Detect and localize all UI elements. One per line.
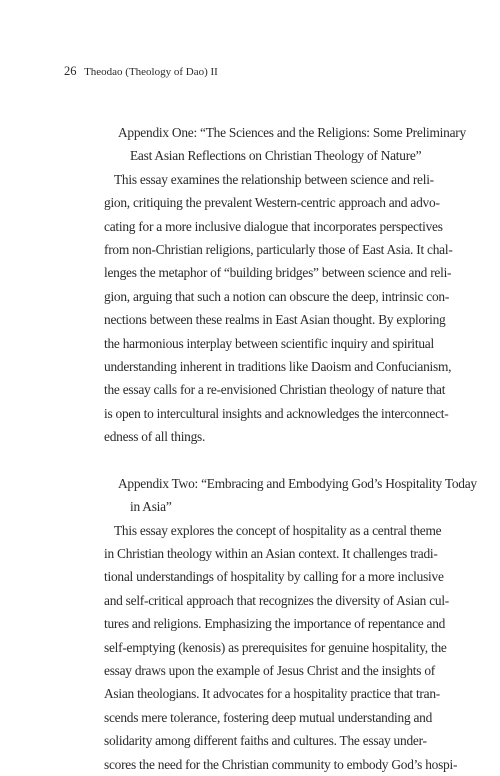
- book-title: Theodao (Theology of Dao) II: [84, 66, 218, 78]
- paragraph-line: scends mere tolerance, fostering deep mutual understanding and: [104, 709, 433, 725]
- paragraph-line: This essay explores the concept of hospitality as a central theme: [114, 522, 442, 538]
- paragraph-line: lenges the metaphor of “building bridges” between science and reli-: [104, 265, 452, 281]
- appendix-heading-line: Appendix Two: “Embracing and Embodying God’s Hospitality Today: [118, 475, 477, 491]
- paragraph-line: Asian theologians. It advocates for a hospitality practice that tran-: [104, 686, 440, 702]
- paragraph-line: tures and religions. Emphasizing the importance of repentance and: [104, 616, 446, 632]
- paragraph-line: tional understandings of hospitality by calling for a more inclusive: [104, 569, 444, 585]
- appendix-heading-line: Appendix One: “The Sciences and the Religions: Some Preliminary: [118, 125, 466, 140]
- appendix-heading-line: in Asia”: [130, 499, 172, 515]
- paragraph-line: solidarity among different faiths and cultures. The essay under-: [104, 733, 427, 749]
- paragraph-line: and self-critical approach that recognizes the diversity of Asian cul-: [104, 592, 450, 608]
- section-spacer: [104, 448, 416, 471]
- paragraph-line: from non-Christian religions, particularly those of East Asia. It chal-: [104, 241, 453, 257]
- appendix-two: [104, 472, 477, 776]
- paragraph-line: essay draws upon the example of Jesus Christ and the insights of: [104, 662, 435, 678]
- paragraph-line: self-emptying (kenosis) as prerequisites for genuine hospitality, the: [104, 639, 447, 655]
- paragraph-line: gion, arguing that such a notion can obscure the deep, intrinsic con-: [104, 288, 450, 304]
- paragraph-line: edness of all things.: [104, 429, 206, 445]
- paragraph-line: is open to intercultural insights and acknowledges the interconnect-: [104, 405, 449, 421]
- paragraph-line: gion, critiquing the prevalent Western-centric approach and advo-: [104, 195, 440, 211]
- appendix-heading-line: East Asian Reflections on Christian Theology of Nature”: [130, 148, 422, 164]
- paragraph-line: understanding inherent in traditions like Daoism and Confucianism,: [104, 358, 452, 374]
- page-content: [104, 121, 477, 776]
- paragraph-line: cating for a more inclusive dialogue that incorporates perspectives: [104, 218, 443, 234]
- appendix-one: [104, 121, 466, 448]
- paragraph-line: the harmonious interplay between scientific inquiry and spiritual: [104, 335, 434, 351]
- paragraph-line: This essay examines the relationship between science and reli-: [114, 171, 434, 187]
- paragraph-line: the essay calls for a re-envisioned Christian theology of nature that: [104, 382, 446, 398]
- running-head: [64, 64, 218, 79]
- paragraph-line: scores the need for the Christian community to embody God’s hospi-: [104, 756, 458, 772]
- paragraph-line: nections between these realms in East Asian thought. By exploring: [104, 312, 446, 328]
- page-number: 26: [64, 64, 77, 78]
- paragraph-line: in Christian theology within an Asian context. It challenges tradi-: [104, 546, 438, 562]
